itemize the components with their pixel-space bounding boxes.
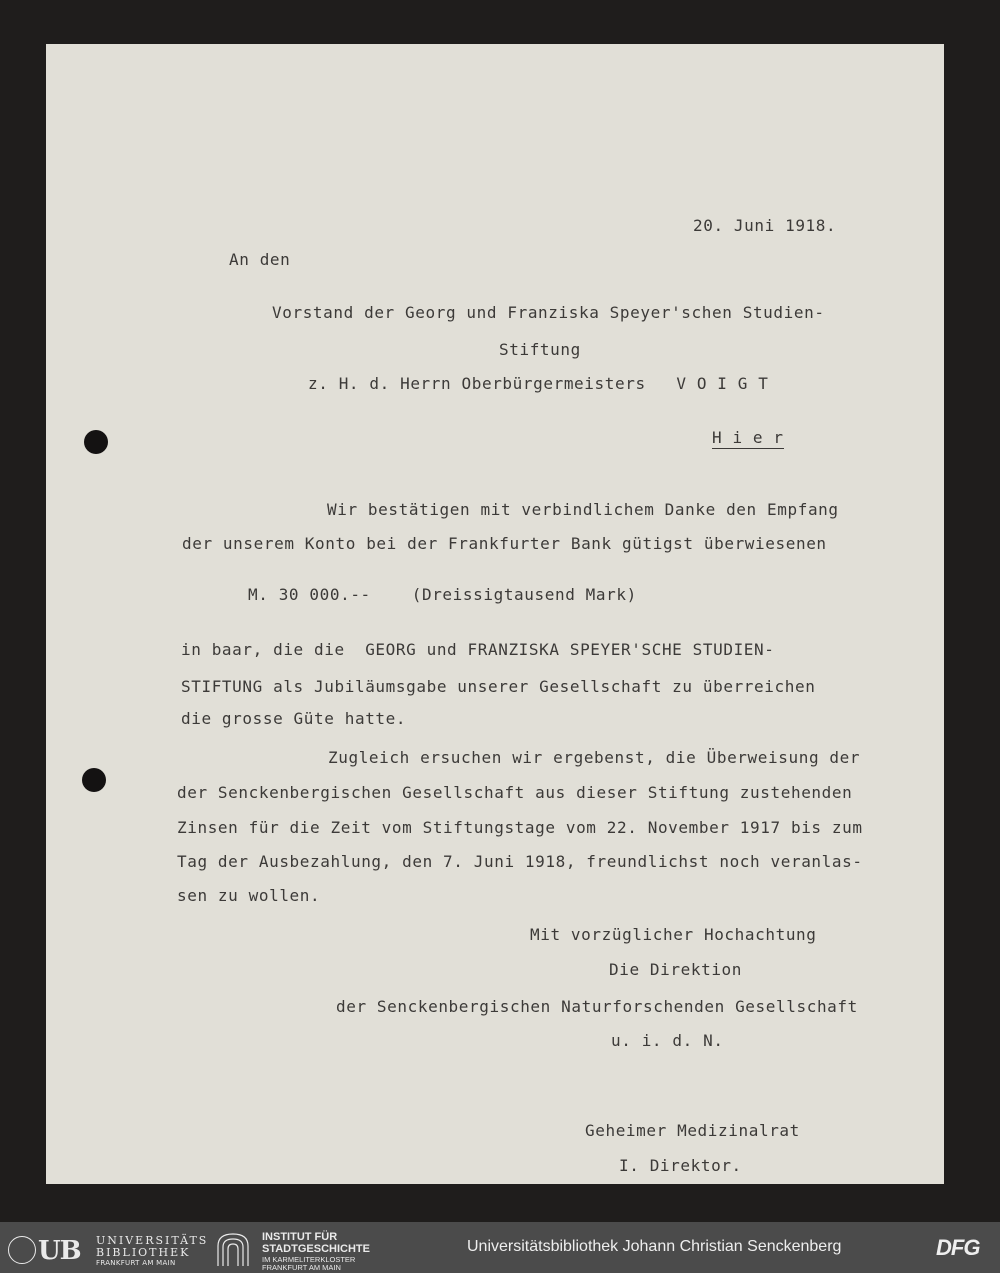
- library-name: Universitätsbibliothek Johann Christian Senckenberg: [467, 1238, 842, 1255]
- isg-logo[interactable]: [214, 1230, 414, 1272]
- ub-logo-mark: UB: [38, 1236, 81, 1266]
- isg-logo-line-2: STADTGESCHICHTE: [262, 1243, 370, 1255]
- ub-logo[interactable]: [8, 1232, 209, 1267]
- body-p2-line-3: die grosse Güte hatte.: [181, 709, 407, 728]
- arch-icon: [214, 1232, 252, 1266]
- isg-logo-line-3: IM KARMELITERKLOSTER: [262, 1255, 356, 1264]
- body-p3-line-1: Zugleich ersuchen wir ergebenst, die Überweisung der: [328, 748, 861, 767]
- body-p2-line-1: in baar, die die GEORG und FRANZISKA SPEYER'SCHE STUDIEN-: [181, 640, 775, 659]
- body-p3-line-4: Tag der Ausbezahlung, den 7. Juni 1918, freundlichst noch veranlas-: [177, 852, 863, 871]
- closing-line-2: Die Direktion: [609, 960, 743, 979]
- closing-line-3: der Senckenbergischen Naturforschenden Gesellschaft: [336, 997, 858, 1016]
- isg-logo-line-1: INSTITUT FÜR: [262, 1231, 338, 1243]
- viewer-footer: [0, 1222, 1000, 1273]
- body-p3-line-2: der Senckenbergischen Gesellschaft aus dieser Stiftung zustehenden: [177, 783, 853, 802]
- ub-logo-line-2: BIBLIOTHEK: [96, 1246, 191, 1259]
- body-p3-line-3: Zinsen für die Zeit vom Stiftungstage vom 22. November 1917 bis zum: [177, 818, 863, 837]
- body-p2-line-2: STIFTUNG als Jubiläumsgabe unserer Gesellschaft zu überreichen: [181, 677, 816, 696]
- recipient-line-3: z. H. d. Herrn Oberbürgermeisters V O I G T: [308, 374, 769, 393]
- recipient-line-2: Stiftung: [499, 340, 581, 359]
- closing-line-4: u. i. d. N.: [611, 1031, 724, 1050]
- recipient-place: H i e r: [712, 428, 784, 447]
- isg-logo-line-4: FRANKFURT AM MAIN: [262, 1263, 341, 1272]
- ub-logo-line-3: FRANKFURT AM MAIN: [96, 1259, 176, 1267]
- closing-line-1: Mit vorzüglicher Hochachtung: [530, 925, 817, 944]
- letter-page: [46, 44, 944, 1184]
- punch-hole-top: [84, 430, 108, 454]
- punch-hole-bottom: [82, 768, 106, 792]
- signature-title: Geheimer Medizinalrat: [585, 1121, 800, 1140]
- salutation: An den: [229, 250, 291, 269]
- signature-role: I. Direktor.: [619, 1156, 742, 1175]
- ub-logo-line-1: UNIVERSITÄTS: [96, 1234, 209, 1247]
- dfg-logo[interactable]: DFG: [936, 1235, 980, 1260]
- letter-date: 20. Juni 1918.: [693, 216, 837, 235]
- recipient-line-1: Vorstand der Georg und Franziska Speyer'schen Studien-: [272, 303, 825, 322]
- body-p1-line-1: Wir bestätigen mit verbindlichem Danke den Empfang: [327, 500, 839, 519]
- body-p1-line-2: der unserem Konto bei der Frankfurter Bank gütigst überwiesenen: [182, 534, 827, 553]
- body-p3-line-5: sen zu wollen.: [177, 886, 321, 905]
- ub-emblem-icon: [8, 1236, 36, 1264]
- amount-line: M. 30 000.-- (Dreissigtausend Mark): [248, 585, 637, 604]
